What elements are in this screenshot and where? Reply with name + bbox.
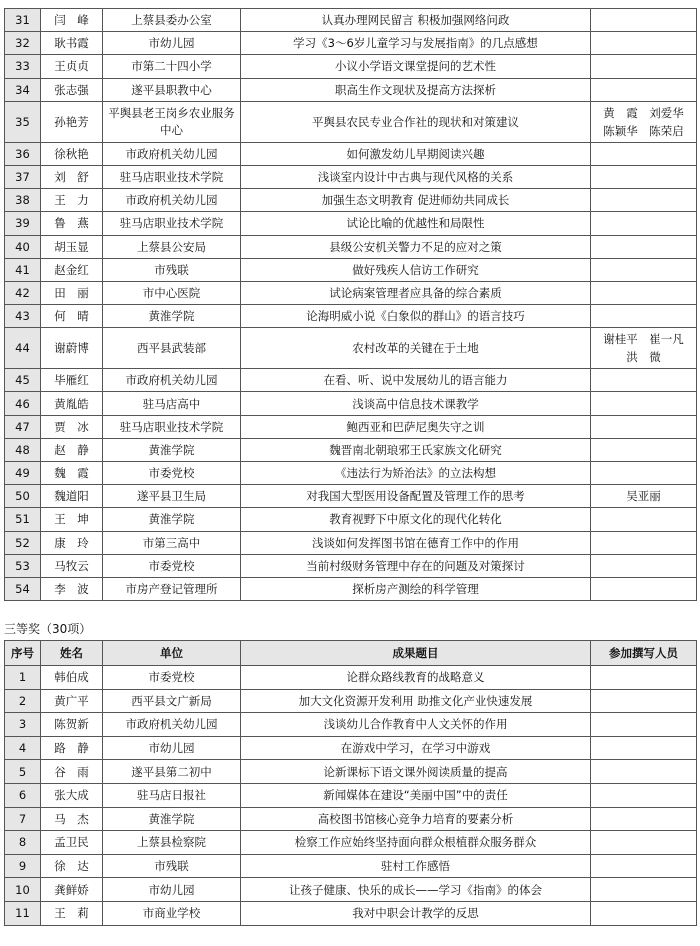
co-authors (591, 577, 697, 600)
author-unit: 市政府机关幼儿园 (103, 189, 241, 212)
paper-title: 农村改革的关键在于土地 (241, 328, 591, 369)
table-row (5, 281, 697, 304)
table-row (5, 713, 697, 737)
co-authors (591, 78, 697, 101)
author-name: 田 丽 (41, 281, 103, 304)
row-number: 36 (5, 142, 41, 165)
author-name: 耿书霞 (41, 32, 103, 55)
header-title: 成果题目 (241, 641, 591, 666)
author-name: 谢蔚博 (41, 328, 103, 369)
row-number: 2 (5, 689, 41, 713)
author-unit: 驻马店日报社 (103, 783, 241, 807)
co-authors (591, 736, 697, 760)
table-row (5, 328, 697, 369)
row-number: 5 (5, 760, 41, 784)
author-unit: 市幼儿园 (103, 32, 241, 55)
co-authors (591, 901, 697, 925)
co-authors (591, 305, 697, 328)
row-number: 9 (5, 854, 41, 878)
author-unit: 驻马店职业技术学院 (103, 415, 241, 438)
author-unit: 上蔡县委办公室 (103, 9, 241, 32)
author-unit: 西平县武装部 (103, 328, 241, 369)
author-name: 王 莉 (41, 901, 103, 925)
author-name: 路 静 (41, 736, 103, 760)
row-number: 47 (5, 415, 41, 438)
table-row (5, 101, 697, 142)
table-row (5, 554, 697, 577)
co-authors (591, 55, 697, 78)
author-unit: 黄淮学院 (103, 807, 241, 831)
paper-title: 如何激发幼儿早期阅读兴趣 (241, 142, 591, 165)
table-row (5, 577, 697, 600)
row-number: 4 (5, 736, 41, 760)
row-number: 3 (5, 713, 41, 737)
paper-title: 小议小学语文课堂提问的艺术性 (241, 55, 591, 78)
author-name: 何 晴 (41, 305, 103, 328)
author-unit: 黄淮学院 (103, 305, 241, 328)
table-row (5, 831, 697, 855)
author-name: 魏道阳 (41, 485, 103, 508)
paper-title: 试论病案管理者应具备的综合素质 (241, 281, 591, 304)
table-row (5, 78, 697, 101)
author-unit: 市商业学校 (103, 901, 241, 925)
second-prize-table-continued (4, 8, 697, 601)
table-row (5, 485, 697, 508)
row-number: 39 (5, 212, 41, 235)
paper-title: 论群众路线教育的战略意义 (241, 666, 591, 690)
paper-title: 浅谈幼儿合作教育中人文关怀的作用 (241, 713, 591, 737)
header-co-authors: 参加撰写人员 (591, 641, 697, 666)
paper-title: 高校图书馆核心竞争力培育的要素分析 (241, 807, 591, 831)
author-name: 马牧云 (41, 554, 103, 577)
table-row (5, 189, 697, 212)
row-number: 43 (5, 305, 41, 328)
author-unit: 市政府机关幼儿园 (103, 369, 241, 392)
paper-title: 学习《3～6岁儿童学习与发展指南》的几点感想 (241, 32, 591, 55)
author-name: 刘 舒 (41, 165, 103, 188)
table-row (5, 142, 697, 165)
paper-title: 试论比喻的优越性和局限性 (241, 212, 591, 235)
table-row (5, 305, 697, 328)
upper-table-body (5, 9, 697, 601)
author-name: 孙艳芳 (41, 101, 103, 142)
co-authors (591, 281, 697, 304)
author-unit: 市委党校 (103, 554, 241, 577)
author-unit: 驻马店高中 (103, 392, 241, 415)
paper-title: 教育视野下中原文化的现代化转化 (241, 508, 591, 531)
paper-title: 探析房产测绘的科学管理 (241, 577, 591, 600)
author-unit: 市残联 (103, 258, 241, 281)
author-unit: 市政府机关幼儿园 (103, 142, 241, 165)
paper-title: 浅谈如何发挥图书馆在德育工作中的作用 (241, 531, 591, 554)
paper-title: 认真办理网民留言 积极加强网络问政 (241, 9, 591, 32)
author-name: 黄胤皓 (41, 392, 103, 415)
row-number: 48 (5, 438, 41, 461)
co-authors: 吴亚丽 (591, 485, 697, 508)
paper-title: 浅谈高中信息技术课教学 (241, 392, 591, 415)
co-authors (591, 258, 697, 281)
co-authors (591, 713, 697, 737)
author-name: 赵金红 (41, 258, 103, 281)
lower-table-body (5, 666, 697, 926)
co-authors (591, 666, 697, 690)
author-name: 李 波 (41, 577, 103, 600)
table-row (5, 508, 697, 531)
paper-title: 在看、听、说中发展幼儿的语言能力 (241, 369, 591, 392)
author-unit: 上蔡县检察院 (103, 831, 241, 855)
author-unit: 市委党校 (103, 462, 241, 485)
row-number: 31 (5, 9, 41, 32)
row-number: 38 (5, 189, 41, 212)
author-unit: 市幼儿园 (103, 878, 241, 902)
table-row (5, 415, 697, 438)
author-name: 孟卫民 (41, 831, 103, 855)
paper-title: 在游戏中学习，在学习中游戏 (241, 736, 591, 760)
author-name: 王贞贞 (41, 55, 103, 78)
table-row (5, 369, 697, 392)
row-number: 50 (5, 485, 41, 508)
row-number: 45 (5, 369, 41, 392)
author-unit: 市幼儿园 (103, 736, 241, 760)
table-row (5, 55, 697, 78)
row-number: 1 (5, 666, 41, 690)
row-number: 54 (5, 577, 41, 600)
row-number: 35 (5, 101, 41, 142)
co-authors (591, 854, 697, 878)
row-number: 10 (5, 878, 41, 902)
paper-title: 检察工作应始终坚持面向群众根植群众服务群众 (241, 831, 591, 855)
co-authors (591, 462, 697, 485)
co-authors (591, 760, 697, 784)
row-number: 37 (5, 165, 41, 188)
co-authors (591, 142, 697, 165)
third-prize-table (4, 640, 697, 926)
author-name: 王 坤 (41, 508, 103, 531)
author-unit: 驻马店职业技术学院 (103, 212, 241, 235)
row-number: 41 (5, 258, 41, 281)
author-unit: 市第二十四小学 (103, 55, 241, 78)
author-name: 马 杰 (41, 807, 103, 831)
table-row (5, 666, 697, 690)
row-number: 6 (5, 783, 41, 807)
header-unit: 单位 (103, 641, 241, 666)
table-row (5, 854, 697, 878)
author-unit: 市政府机关幼儿园 (103, 713, 241, 737)
author-name: 康 玲 (41, 531, 103, 554)
author-unit: 驻马店职业技术学院 (103, 165, 241, 188)
table-row (5, 462, 697, 485)
co-authors (591, 783, 697, 807)
author-unit: 市中心医院 (103, 281, 241, 304)
row-number: 7 (5, 807, 41, 831)
co-authors (591, 508, 697, 531)
paper-title: 驻村工作感悟 (241, 854, 591, 878)
row-number: 49 (5, 462, 41, 485)
table-row (5, 32, 697, 55)
table-row (5, 807, 697, 831)
table-row (5, 392, 697, 415)
paper-title: 魏晋南北朝琅邪王氏家族文化研究 (241, 438, 591, 461)
author-name: 魏 霞 (41, 462, 103, 485)
author-unit: 黄淮学院 (103, 438, 241, 461)
table-row (5, 212, 697, 235)
author-name: 徐秋艳 (41, 142, 103, 165)
table-row (5, 736, 697, 760)
paper-title: 《违法行为矫治法》的立法构想 (241, 462, 591, 485)
header-number: 序号 (5, 641, 41, 666)
co-authors (591, 415, 697, 438)
header-name: 姓名 (41, 641, 103, 666)
table-row (5, 9, 697, 32)
co-authors: 谢桂平 崔一凡 洪 微 (591, 328, 697, 369)
paper-title: 浅谈室内设计中古典与现代风格的关系 (241, 165, 591, 188)
author-name: 赵 静 (41, 438, 103, 461)
paper-title: 县级公安机关警力不足的应对之策 (241, 235, 591, 258)
author-name: 张大成 (41, 783, 103, 807)
author-unit: 上蔡县公安局 (103, 235, 241, 258)
author-name: 张志强 (41, 78, 103, 101)
co-authors (591, 438, 697, 461)
co-authors (591, 9, 697, 32)
author-unit: 西平县文广新局 (103, 689, 241, 713)
table-header-row (5, 641, 697, 666)
co-authors (591, 831, 697, 855)
author-unit: 市委党校 (103, 666, 241, 690)
author-unit: 市房产登记管理所 (103, 577, 241, 600)
co-authors (591, 554, 697, 577)
co-authors (591, 235, 697, 258)
author-unit: 市残联 (103, 854, 241, 878)
co-authors (591, 392, 697, 415)
paper-title: 加强生态文明教育 促进师幼共同成长 (241, 189, 591, 212)
row-number: 51 (5, 508, 41, 531)
third-prize-heading: 三等奖（30项） (4, 622, 92, 636)
author-name: 徐 达 (41, 854, 103, 878)
co-authors (591, 212, 697, 235)
paper-title: 新闻媒体在建设“美丽中国”中的责任 (241, 783, 591, 807)
paper-title: 论新课标下语文课外阅读质量的提高 (241, 760, 591, 784)
row-number: 42 (5, 281, 41, 304)
table-row (5, 878, 697, 902)
co-authors: 黄 霞 刘爱华 陈颖华 陈荣启 (591, 101, 697, 142)
paper-title: 论海明威小说《白象似的群山》的语言技巧 (241, 305, 591, 328)
table-row (5, 165, 697, 188)
author-unit: 遂平县职教中心 (103, 78, 241, 101)
author-name: 陈贺新 (41, 713, 103, 737)
paper-title: 当前村级财务管理中存在的问题及对策探讨 (241, 554, 591, 577)
row-number: 53 (5, 554, 41, 577)
table-row (5, 235, 697, 258)
co-authors (591, 165, 697, 188)
author-unit: 遂平县卫生局 (103, 485, 241, 508)
co-authors (591, 878, 697, 902)
author-name: 韩伯成 (41, 666, 103, 690)
author-name: 闫 峰 (41, 9, 103, 32)
author-name: 谷 雨 (41, 760, 103, 784)
row-number: 46 (5, 392, 41, 415)
paper-title: 对我国大型医用设备配置及管理工作的思考 (241, 485, 591, 508)
row-number: 44 (5, 328, 41, 369)
author-name: 王 力 (41, 189, 103, 212)
paper-title: 加大文化资源开发利用 助推文化产业快速发展 (241, 689, 591, 713)
table-row (5, 689, 697, 713)
paper-title: 平舆县农民专业合作社的现状和对策建议 (241, 101, 591, 142)
table-row (5, 901, 697, 925)
author-name: 胡玉显 (41, 235, 103, 258)
table-row (5, 783, 697, 807)
table-row (5, 438, 697, 461)
paper-title: 鲍西亚和巴萨尼奥失守之训 (241, 415, 591, 438)
co-authors (591, 531, 697, 554)
row-number: 40 (5, 235, 41, 258)
co-authors (591, 189, 697, 212)
table-row (5, 760, 697, 784)
author-name: 黄广平 (41, 689, 103, 713)
row-number: 32 (5, 32, 41, 55)
author-unit: 市第三高中 (103, 531, 241, 554)
row-number: 11 (5, 901, 41, 925)
paper-title: 职高生作文现状及提高方法探析 (241, 78, 591, 101)
co-authors (591, 32, 697, 55)
paper-title: 做好残疾人信访工作研究 (241, 258, 591, 281)
author-name: 鲁 燕 (41, 212, 103, 235)
author-name: 毕雁红 (41, 369, 103, 392)
table-row (5, 531, 697, 554)
paper-title: 我对中职会计教学的反思 (241, 901, 591, 925)
co-authors (591, 369, 697, 392)
row-number: 33 (5, 55, 41, 78)
author-unit: 平舆县老王岗乡农业服务中心 (103, 101, 241, 142)
row-number: 34 (5, 78, 41, 101)
co-authors (591, 689, 697, 713)
author-name: 龚鲜娇 (41, 878, 103, 902)
paper-title: 让孩子健康、快乐的成长——学习《指南》的体会 (241, 878, 591, 902)
author-unit: 遂平县第二初中 (103, 760, 241, 784)
author-name: 贾 冰 (41, 415, 103, 438)
author-unit: 黄淮学院 (103, 508, 241, 531)
table-row (5, 258, 697, 281)
co-authors (591, 807, 697, 831)
row-number: 8 (5, 831, 41, 855)
row-number: 52 (5, 531, 41, 554)
